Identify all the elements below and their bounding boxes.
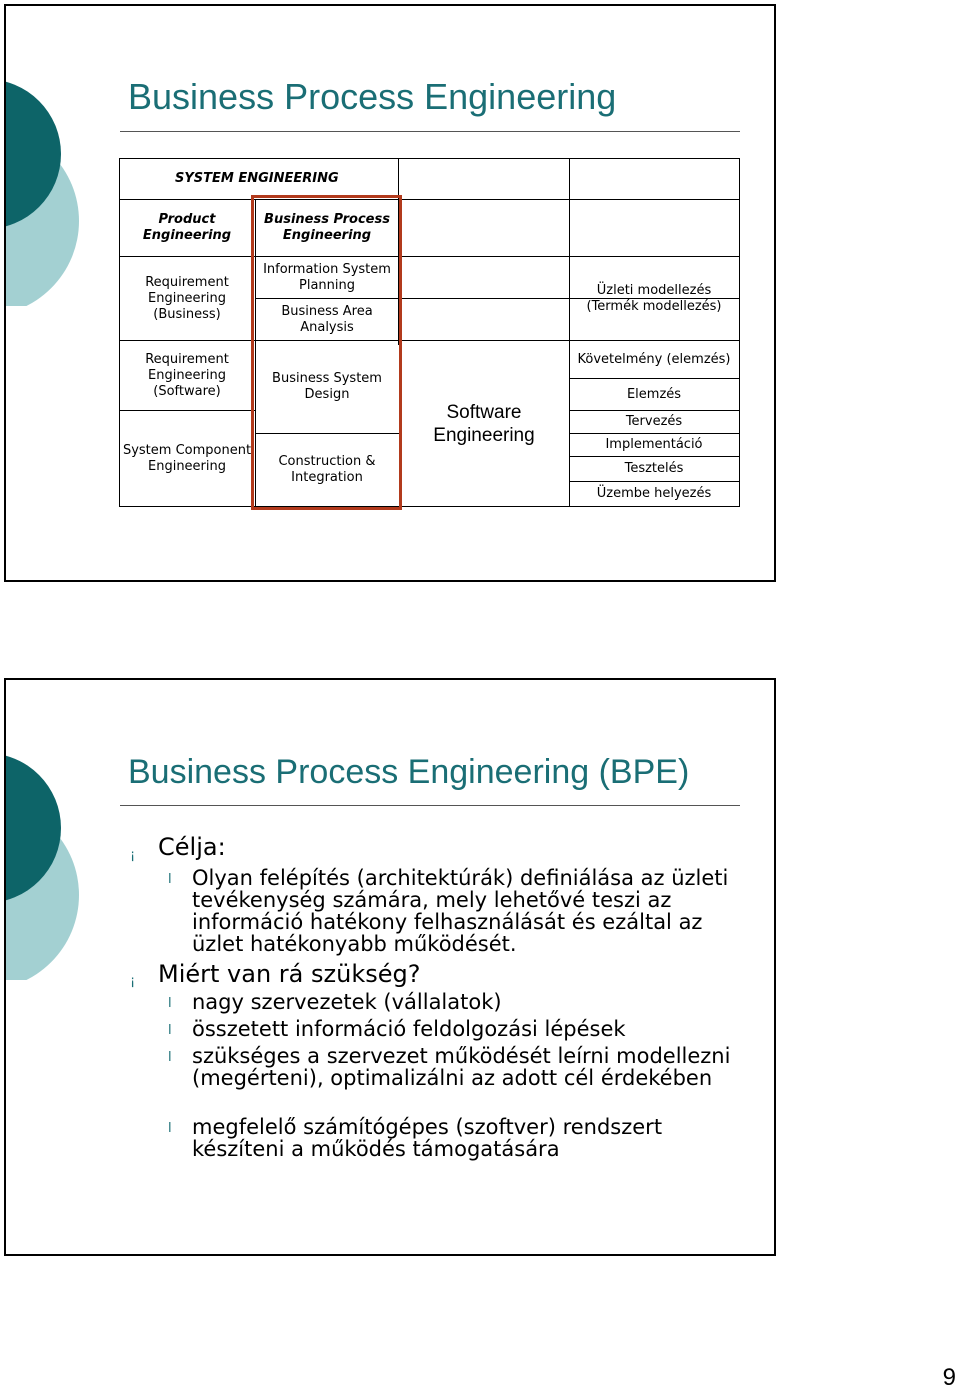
req-engineering-software: Requirement Engineering (Software) <box>145 351 229 399</box>
phase-teszteles: Tesztelés <box>624 461 684 476</box>
teal-circle-decoration <box>6 6 96 306</box>
page-title: Business Process Engineering <box>128 76 617 117</box>
slide-1 <box>4 4 776 582</box>
phase-uzembe-helyezes: Üzembe helyezés <box>596 486 712 501</box>
sub-bullet-marker: l <box>168 1023 172 1038</box>
system-component-engineering: System Component Engineering <box>122 442 252 474</box>
product-engineering-header: Product Engineering <box>142 212 232 243</box>
sub-bullet-marker: l <box>168 1121 172 1136</box>
req-engineering-business: Requirement Engineering (Business) <box>145 274 229 322</box>
sub-bullet-marker: l <box>168 1050 172 1065</box>
business-system-design: Business System Design <box>272 371 382 402</box>
info-system-planning: Information System Planning <box>263 261 391 293</box>
software-engineering: Software Engineering <box>433 401 535 446</box>
page-title: Business Process Engineering (BPE) <box>128 753 690 791</box>
slide-2 <box>4 678 776 1256</box>
title-divider <box>120 805 740 806</box>
bpe-highlight-box <box>251 195 402 510</box>
uzleti-modellezes: Üzleti modellezés (Termék modellezés) <box>586 282 722 314</box>
bullet-miert: Miért van rá szükség? <box>158 960 421 988</box>
phase-kovetelmeny: Követelmény (elemzés) <box>577 351 731 367</box>
sub-bullet-marker: l <box>168 996 172 1011</box>
sub-bullet-4: megfelelő számítógépes (szoftver) rendszert készíteni a működés támogatására <box>192 1115 663 1161</box>
page-number: 9 <box>942 1364 956 1391</box>
phase-tervezes: Tervezés <box>625 414 683 429</box>
system-engineering-header: SYSTEM ENGINEERING <box>175 171 339 186</box>
sub-bullet-3: szükséges a szervezet működését leírni modellezni (megérteni), optimalizálni az adott cél érdekében <box>192 1044 731 1090</box>
sub-bullet-marker: l <box>168 872 172 887</box>
bpe-header: Business Process Engineering <box>264 212 390 243</box>
phase-elemzes: Elemzés <box>626 386 682 402</box>
sub-bullet-definition: Olyan felépítés (architektúrák) definiálása az üzleti tevékenység számára, mely lehetővé teszi az információ hatékony felhasználását és ezáltal az üzlet hatékonyabb működését. <box>192 866 729 956</box>
teal-circle-decoration <box>6 680 96 980</box>
business-area-analysis: Business Area Analysis <box>281 303 373 335</box>
sub-bullet-2: összetett információ feldolgozási lépések <box>192 1017 626 1041</box>
phase-implementacio: Implementáció <box>605 437 703 452</box>
construction-integration: Construction & Integration <box>278 454 376 485</box>
bullet-marker: ¡ <box>130 974 136 989</box>
title-divider <box>120 131 740 132</box>
bullet-marker: ¡ <box>130 848 136 863</box>
sub-bullet-1: nagy szervezetek (vállalatok) <box>192 990 502 1014</box>
bullet-celja: Célja: <box>158 833 226 861</box>
